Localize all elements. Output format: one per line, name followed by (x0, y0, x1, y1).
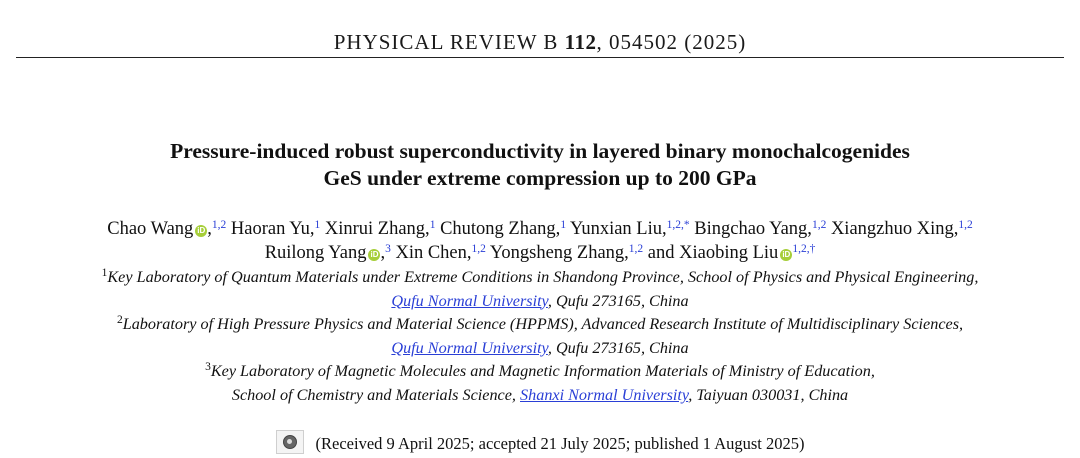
author-xin-chen[interactable]: Xin Chen, (395, 243, 472, 263)
author-affiliation-sup[interactable]: 1,2,† (792, 243, 816, 255)
orcid-icon[interactable]: iD (782, 250, 791, 259)
author-affiliation-sup[interactable]: 1 (314, 219, 321, 231)
author-affiliation-sup[interactable]: 1 (429, 219, 436, 231)
affiliation-3-line-1 (0, 360, 1080, 384)
volume-number: 112 (564, 30, 597, 54)
author-affiliation-sup[interactable]: 1,2 (471, 243, 486, 255)
university-link-qufu[interactable]: Qufu Normal University (391, 291, 548, 310)
author-affiliation-sup[interactable]: 1,2 (628, 243, 644, 255)
author-line-2 (0, 241, 1080, 265)
affiliation-mark: 1 (101, 267, 108, 279)
author-bingchao-yang[interactable]: Bingchao Yang, (694, 219, 812, 239)
affiliation-address: , Qufu 273165, China (547, 338, 689, 357)
affiliation-mark: 2 (116, 314, 123, 327)
affiliation-1-line-2 (0, 290, 1080, 314)
crossmark-icon[interactable] (276, 430, 304, 454)
affiliation-2-line-2 (0, 337, 1080, 361)
orcid-icon[interactable]: iD (197, 226, 206, 235)
dates-text: (Received 9 April 2025; accepted 21 July 2025; published 1 August 2025) (315, 434, 805, 453)
affiliation-list (0, 266, 1080, 408)
author-line-1 (0, 217, 1080, 241)
author-affiliation-sup[interactable]: 1 (560, 219, 567, 231)
author-affiliation-sup[interactable]: 1,2 (211, 219, 227, 231)
author-chutong-zhang[interactable]: Chutong Zhang, (440, 219, 561, 239)
author-list (0, 217, 1080, 265)
author-chao-wang[interactable]: Chao Wang (107, 219, 194, 239)
journal-name: PHYSICAL REVIEW B (333, 30, 559, 54)
orcid-icon[interactable]: iD (370, 250, 379, 259)
author-affiliation-sup[interactable]: 1,2 (811, 219, 827, 231)
affiliation-3-line-2 (0, 384, 1080, 408)
author-ruilong-yang[interactable]: Ruilong Yang (264, 243, 367, 263)
affiliation-school: School of Chemistry and Materials Science, (231, 385, 521, 404)
affiliation-text: Key Laboratory of Magnetic Molecules and Magnetic Information Materials of Ministry of Education, (210, 362, 875, 381)
author-yongsheng-zhang[interactable]: Yongsheng Zhang, (489, 243, 629, 263)
article-number-year: , 054502 (2025) (596, 30, 747, 54)
affiliation-address: , Taiyuan 030031, China (688, 385, 849, 404)
affiliation-text: Laboratory of High Pressure Physics and Material Science (HPPMS), Advanced Research Institute of Multidisciplinary Sciences, (122, 315, 964, 334)
author-yunxian-liu[interactable]: Yunxian Liu, (570, 219, 667, 239)
author-xiaobing-liu[interactable]: and Xiaobing Liu (647, 243, 779, 263)
author-affiliation-sup[interactable]: 3 (385, 243, 391, 255)
affiliation-2-line-1 (0, 313, 1080, 337)
author-affiliation-sup[interactable]: 1,2,* (666, 219, 690, 231)
title-line-2: GeS under extreme compression up to 200 GPa (323, 166, 757, 190)
university-link-qufu[interactable]: Qufu Normal University (391, 338, 548, 357)
journal-header (0, 30, 1080, 55)
author-affiliation-sup[interactable]: 1,2 (958, 219, 973, 231)
header-rule (16, 57, 1064, 58)
affiliation-text: Key Laboratory of Quantum Materials under Extreme Conditions in Shandong Province, School of Physics and Physical Engineering, (107, 268, 979, 286)
article-title (0, 138, 1080, 192)
author-separator: , (380, 243, 386, 263)
affiliation-1-line-1 (0, 266, 1080, 290)
university-link-shanxi[interactable]: Shanxi Normal University (520, 385, 689, 404)
author-xiangzhuo-xing[interactable]: Xiangzhuo Xing, (830, 219, 959, 239)
affiliation-mark: 3 (205, 361, 211, 374)
author-xinrui-zhang[interactable]: Xinrui Zhang, (324, 219, 430, 239)
publication-dates (0, 430, 1080, 455)
author-separator: , (207, 219, 212, 239)
affiliation-address: , Qufu 273165, China (547, 291, 689, 310)
title-line-1: Pressure-induced robust superconductivity in layered binary monochalcogenides (170, 139, 910, 163)
author-haoran-yu[interactable]: Haoran Yu, (230, 219, 315, 239)
